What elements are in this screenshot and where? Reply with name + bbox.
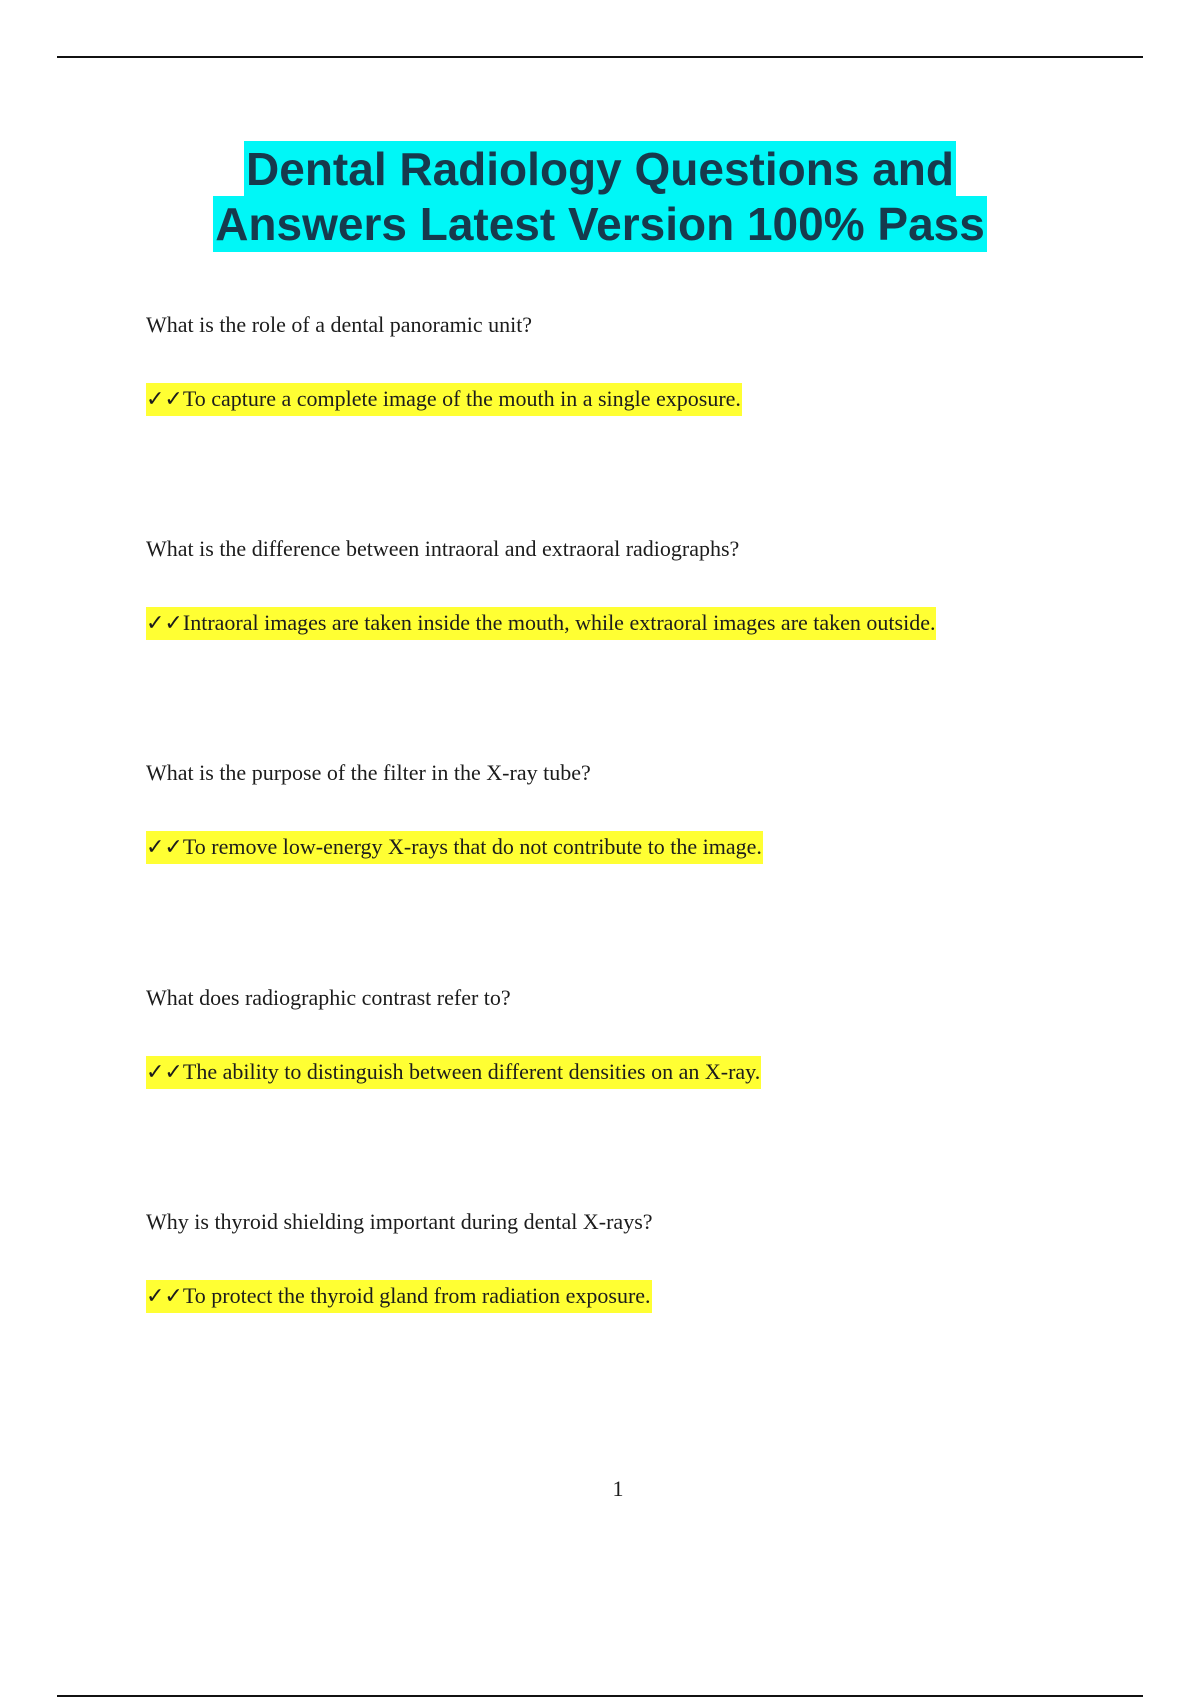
title-line-1: Dental Radiology Questions and xyxy=(246,143,954,195)
question-text: What is the role of a dental panoramic unit? xyxy=(146,312,533,337)
document-title xyxy=(0,142,1200,252)
answer-text xyxy=(146,1056,761,1089)
answer-text xyxy=(146,383,742,416)
header-rule xyxy=(57,56,1143,58)
question-text: Why is thyroid shielding important during dental X-rays? xyxy=(146,1209,653,1234)
checkmark-icon: ✓✓ xyxy=(146,611,183,636)
answer-label: Intraoral images are taken inside the mouth, while extraoral images are taken outside. xyxy=(182,610,936,635)
footer-rule xyxy=(57,1695,1143,1697)
answer-label: The ability to distinguish between different densities on an X-ray. xyxy=(182,1059,761,1084)
checkmark-icon: ✓✓ xyxy=(146,1284,183,1309)
question-text: What is the difference between intraoral and extraoral radiographs? xyxy=(146,536,740,561)
checkmark-icon: ✓✓ xyxy=(146,387,183,412)
question-text: What is the purpose of the filter in the X-ray tube? xyxy=(146,760,591,785)
answer-text xyxy=(146,1280,652,1313)
checkmark-icon: ✓✓ xyxy=(146,835,183,860)
question-text: What does radiographic contrast refer to? xyxy=(146,985,511,1010)
checkmark-icon: ✓✓ xyxy=(146,1060,183,1085)
answer-label: To remove low-energy X-rays that do not contribute to the image. xyxy=(182,834,762,859)
page-number: 1 xyxy=(612,1476,624,1501)
answer-text xyxy=(146,607,936,640)
answer-text xyxy=(146,831,763,864)
answer-label: To protect the thyroid gland from radiation exposure. xyxy=(182,1283,651,1308)
answer-label: To capture a complete image of the mouth in a single exposure. xyxy=(182,386,741,411)
title-line-2: Answers Latest Version 100% Pass xyxy=(215,198,985,250)
